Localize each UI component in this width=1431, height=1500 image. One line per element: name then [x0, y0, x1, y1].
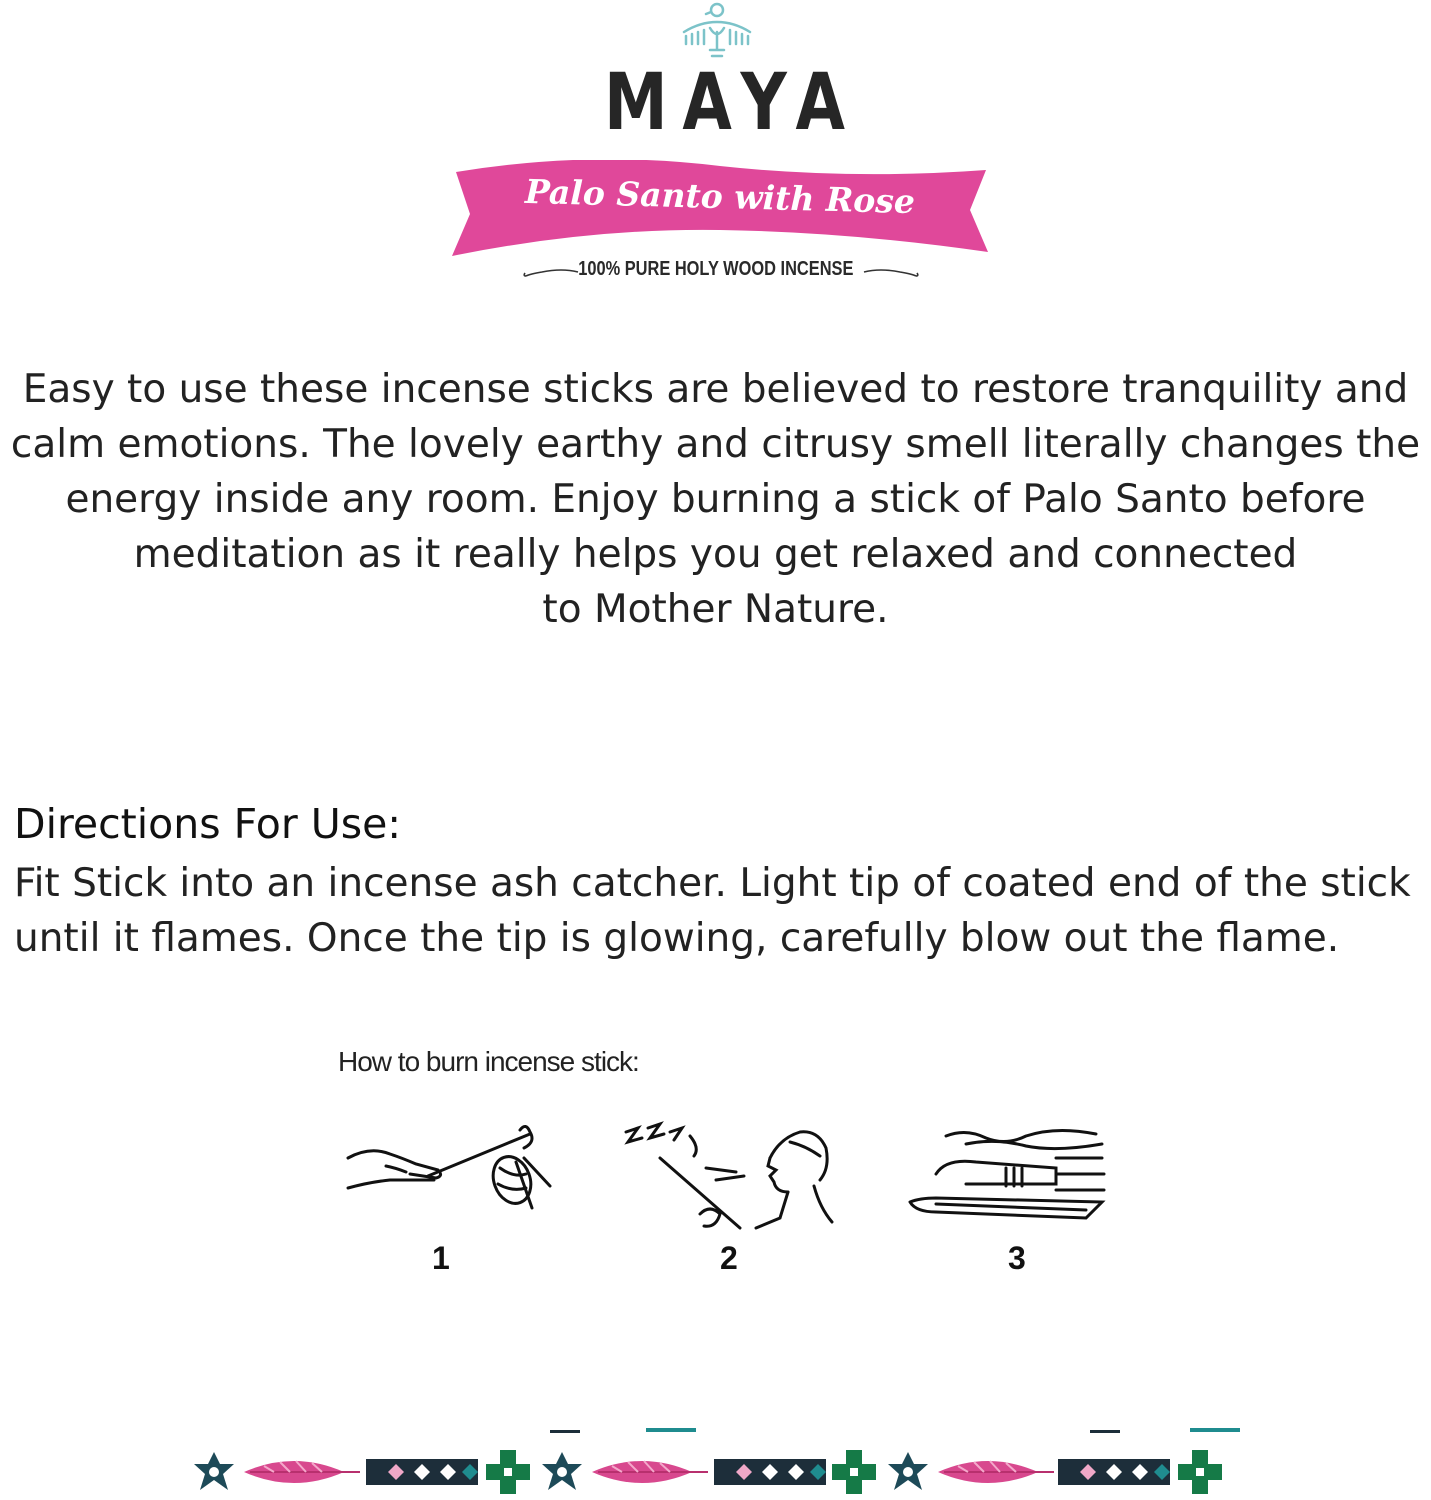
step-number: 2: [720, 1240, 738, 1276]
howto-label: How to burn incense stick:: [338, 1046, 639, 1077]
directions-body: [14, 856, 1411, 966]
step-number: 3: [1008, 1240, 1026, 1276]
cross-ornament-icon: [1178, 1450, 1222, 1494]
light-stick-icon: [340, 1118, 560, 1228]
feather-ornament-icon: [244, 1461, 360, 1483]
dark-dash: [1090, 1430, 1120, 1433]
product-description: [0, 362, 1431, 637]
description-line: to Mother Nature.: [542, 587, 889, 632]
cross-ornament-icon: [486, 1450, 530, 1494]
star-ornament-icon: [542, 1452, 582, 1490]
band-ornament-icon: [714, 1459, 826, 1485]
band-ornament-icon: [366, 1459, 478, 1485]
description-line: calm emotions. The lovely earthy and citrusy smell literally changes the: [10, 422, 1421, 467]
teal-dash: [646, 1428, 696, 1432]
product-name: Palo Santo with Rose: [524, 171, 916, 222]
step-number: 1: [432, 1240, 450, 1276]
cross-ornament-icon: [832, 1450, 876, 1494]
directions-line: Fit Stick into an incense ash catcher. Light tip of coated end of the stick: [14, 861, 1411, 906]
thunderbird-logo-icon: [680, 0, 754, 62]
band-ornament-icon: [1058, 1459, 1170, 1485]
description-line: energy inside any room. Enjoy burning a stick of Palo Santo before: [65, 477, 1366, 522]
tagline: 100% PURE HOLY WOOD INCENSE: [577, 258, 854, 280]
tribal-border: [190, 1420, 1250, 1500]
teal-dash: [1190, 1428, 1240, 1432]
blow-out-flame-icon: [620, 1118, 840, 1238]
description-line: meditation as it really helps you get relaxed and connected: [133, 532, 1298, 577]
brand-name: MAYA: [603, 58, 860, 148]
star-ornament-icon: [888, 1452, 928, 1490]
incense-burning-icon: [906, 1118, 1116, 1228]
directions-title: Directions For Use:: [14, 800, 402, 848]
feather-ornament-icon: [938, 1461, 1054, 1483]
right-flourish-icon: [860, 264, 920, 280]
star-ornament-icon: [194, 1452, 234, 1490]
description-line: Easy to use these incense sticks are believed to restore tranquility and: [22, 367, 1409, 412]
directions-line: until it flames. Once the tip is glowing, carefully blow out the flame.: [14, 916, 1340, 961]
feather-ornament-icon: [592, 1461, 708, 1483]
dark-dash: [550, 1430, 580, 1433]
